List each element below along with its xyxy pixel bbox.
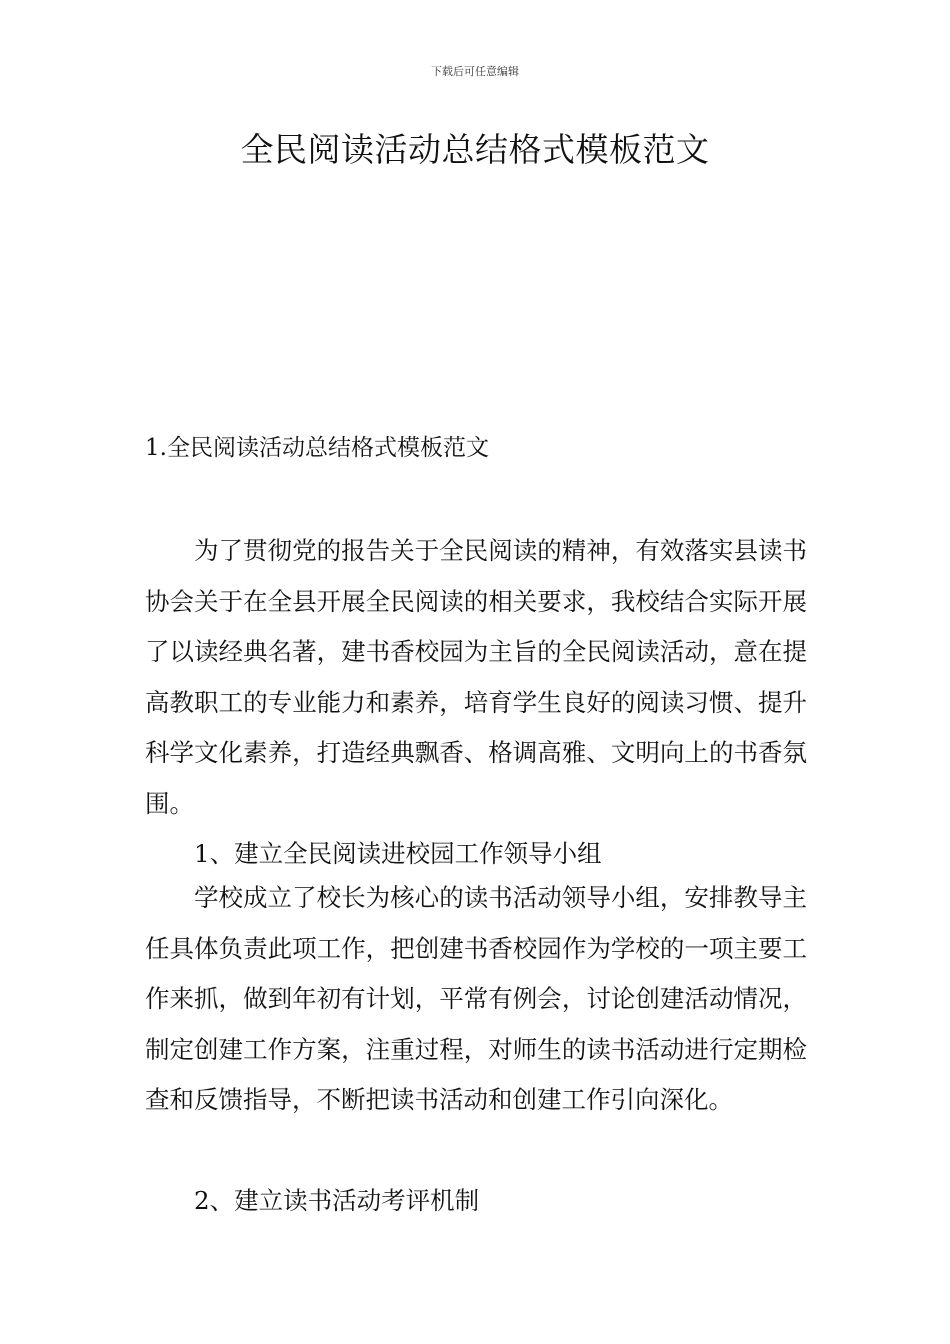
section-heading: 1.全民阅读活动总结格式模板范文 bbox=[145, 435, 489, 461]
document-title: 全民阅读活动总结格式模板范文 bbox=[240, 130, 710, 169]
header-note: 下载后可任意编辑 bbox=[431, 65, 519, 78]
item-1-heading: 1、建立全民阅读进校园工作领导小组 bbox=[194, 839, 602, 868]
item-1-paragraph: 学校成立了校长为核心的读书活动领导小组，安排教导主任具体负责此项工作，把创建书香校园作为学校的一项主要工作来抓，做到年初有计划，平常有例会，讨论创建活动情况，制定创建工作方案，注重过程，对师生的读书活动进行定期检查和反馈指导，不断把读书活动和创建工作引向深化。 bbox=[145, 883, 807, 1114]
item-2-heading: 2、建立读书活动考评机制 bbox=[194, 1186, 480, 1215]
intro-paragraph: 为了贯彻党的报告关于全民阅读的精神，有效落实县读书协会关于在全县开展全民阅读的相关要求，我校结合实际开展了以读经典名著，建书香校园为主旨的全民阅读活动，意在提高教职工的专业能力和素养，培育学生良好的阅读习惯、提升科学文化素养，打造经典飘香、格调高雅、文明向上的书香氛围。 bbox=[145, 536, 807, 818]
